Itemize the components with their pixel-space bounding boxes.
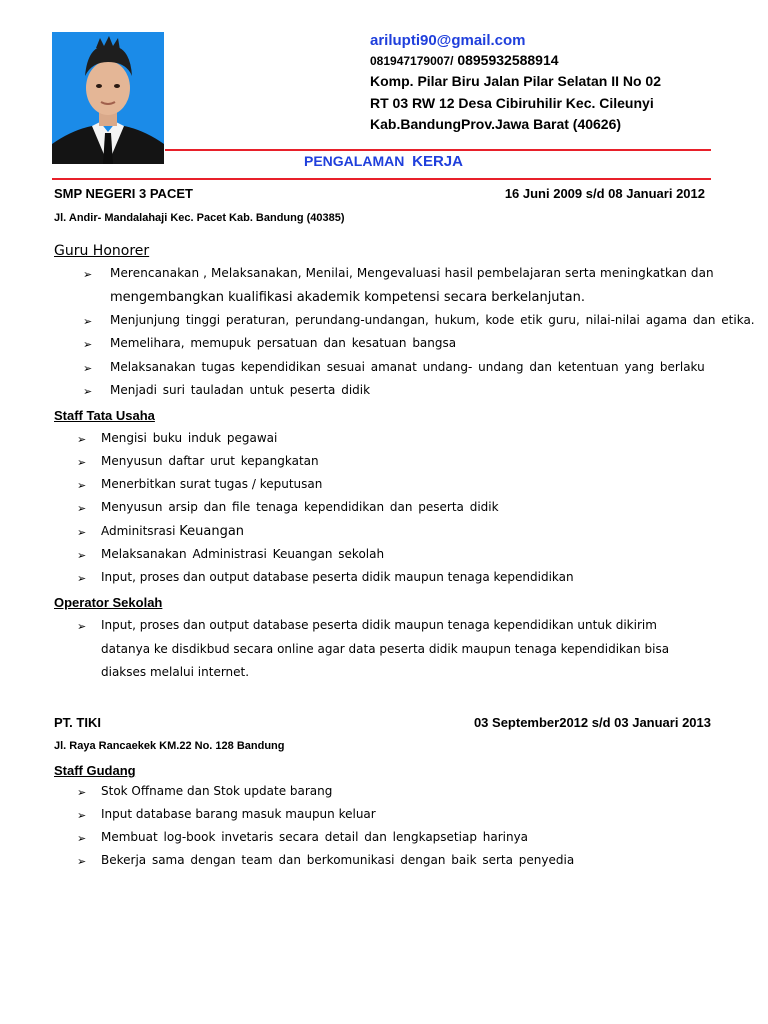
list-item: Menjunjung tinggi peraturan, perundang-undangan, hukum, kode etik guru, nilai-nilai agama dan etika. [110,313,755,327]
portrait-illustration [52,32,164,164]
bullet-icon: ➢ [77,502,87,515]
job1-date: 16 Juni 2009 s/d 08 Januari 2012 [504,186,705,201]
bullet-icon: ➢ [77,832,87,845]
bullet-icon: ➢ [77,549,87,562]
list-item: Bekerja sama dengan team dan berkomunikasi dengan baik serta penyedia [101,853,575,867]
phone-number-1: 081947179007/ [370,54,454,68]
job2-address: Jl. Raya Rancaekek KM.22 No. 128 Bandung [54,740,285,752]
list-item: Input database barang masuk maupun keluar [101,807,376,821]
bullet-icon: ➢ [83,362,93,375]
list-item: Melaksanakan Administrasi Keuangan sekolah [101,547,385,561]
list-item-part: Adminitsrasi [101,524,176,538]
bullet-icon: ➢ [83,268,93,281]
section-title [52,153,715,170]
list-item: Memelihara, memupuk persatuan dan kesatuan bangsa [110,336,457,350]
job1-organization: SMP NEGERI 3 PACET [54,186,193,201]
bullet-icon: ➢ [83,338,93,351]
job1-role2-title: Staff Tata Usaha [54,408,155,423]
bullet-icon: ➢ [77,456,87,469]
section-title-word-1: PENGALAMAN [304,153,405,169]
list-item: mengembangkan kualifikasi akademik kompetensi secara berkelanjutan. [110,290,585,305]
list-item: diakses melalui internet. [101,665,250,679]
bullet-icon: ➢ [77,809,87,822]
list-item: Menerbitkan surat tugas / keputusan [101,477,323,491]
bullet-icon: ➢ [77,572,87,585]
bullet-icon: ➢ [77,855,87,868]
email-link[interactable]: arilupti90@gmail.com [370,32,526,49]
list-item: Merencanakan , Melaksanakan, Menilai, Mengevaluasi hasil pembelajaran serta meningkatkan dan [110,266,714,280]
bullet-icon: ➢ [77,433,87,446]
bullet-icon: ➢ [77,479,87,492]
list-item: Input, proses dan output database peserta didik maupun tenaga kependidikan [101,570,574,584]
job1-address: Jl. Andir- Mandalahaji Kec. Pacet Kab. Bandung (40385) [54,212,345,224]
section-title-word-2: KERJA [412,153,463,170]
job1-role1-title: Guru Honorer [54,243,150,259]
list-item: Menyusun daftar urut kepangkatan [101,454,319,468]
list-item [101,524,244,539]
phone-number-2: 0895932588914 [457,52,559,68]
bullet-icon: ➢ [83,315,93,328]
address-line-3: Kab.BandungProv.Jawa Barat (40626) [370,116,622,132]
bullet-icon: ➢ [77,786,87,799]
phone-numbers [370,52,559,68]
job2-organization: PT. TIKI [54,715,101,730]
bullet-icon: ➢ [77,526,87,539]
list-item: Stok Offname dan Stok update barang [101,784,333,798]
job2-date: 03 September2012 s/d 03 Januari 2013 [473,715,711,730]
job1-role3-title: Operator Sekolah [54,595,163,610]
list-item: Input, proses dan output database peserta didik maupun tenaga kependidikan untuk dikirim [101,618,657,632]
list-item: Mengisi buku induk pegawai [101,431,278,445]
list-item-part: Keuangan [179,524,245,539]
address-line-2: RT 03 RW 12 Desa Cibiruhilir Kec. Cileunyi [370,95,654,111]
bullet-icon: ➢ [77,620,87,633]
divider-top [165,149,711,151]
list-item: Menyusun arsip dan file tenaga kependidikan dan peserta didik [101,500,499,514]
list-item: datanya ke disdikbud secara online agar data peserta didik maupun tenaga kependidikan bisa [101,642,670,656]
bullet-icon: ➢ [83,385,93,398]
list-item: Menjadi suri tauladan untuk peserta didik [110,383,371,397]
profile-photo [52,32,164,164]
address-line-1: Komp. Pilar Biru Jalan Pilar Selatan II No 02 [370,73,661,89]
list-item: Membuat log-book invetaris secara detail dan lengkapsetiap harinya [101,830,529,844]
list-item: Melaksanakan tugas kependidikan sesuai amanat undang- undang dan ketentuan yang berlaku [110,360,705,374]
divider-bottom [52,178,711,180]
job2-role1-title: Staff Gudang [54,763,136,778]
